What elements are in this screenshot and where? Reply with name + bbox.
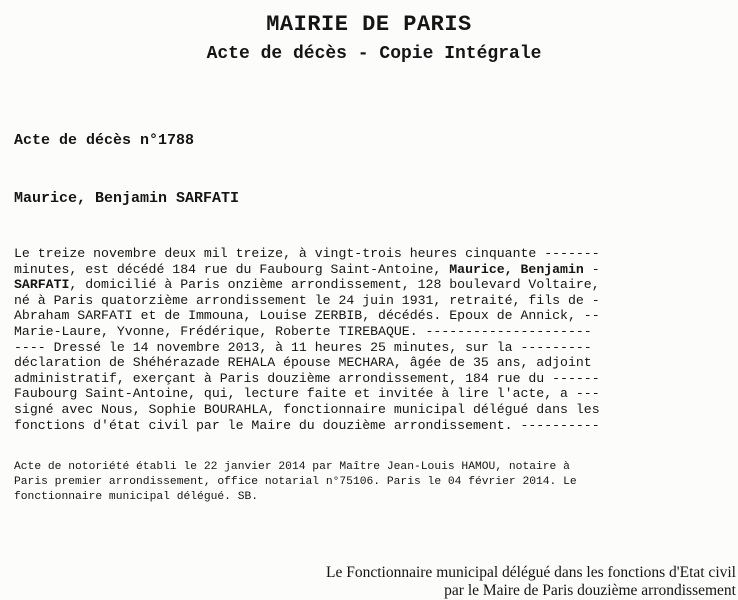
- deceased-name: Maurice, Benjamin SARFATI: [14, 190, 240, 207]
- signature-line: par le Maire de Paris douzième arrondissement: [444, 582, 736, 599]
- deceased-surname-bold: SARFATI: [14, 277, 70, 293]
- body-text-segment: minutes, est décédé 184 rue du Faubourg Saint-Antoine,: [14, 261, 450, 277]
- deceased-name-bold: Maurice, Benjamin: [449, 261, 584, 277]
- body-line: né à Paris quatorzième arrondissement le 24 juin 1931, retraité, fils de -: [14, 292, 600, 308]
- body-text-segment: , domicilié à Paris onzième arrondissement, 128 boulevard Voltaire,: [69, 277, 600, 293]
- body-line: Abraham SARFATI et de Immouna, Louise ZERBIB, décédés. Epoux de Annick, --: [14, 308, 600, 324]
- body-line: [14, 262, 704, 278]
- act-body: [14, 246, 704, 433]
- act-number-heading: Acte de décès n°1788: [14, 132, 195, 149]
- body-line: Marie-Laure, Yvonne, Frédérique, Roberte TIREBAQUE. ---------------------: [14, 323, 592, 339]
- signature-line: Le Fonctionnaire municipal délégué dans les fonctions d'Etat civil: [326, 564, 736, 581]
- body-line: fonctions d'état civil par le Maire du douzième arrondissement. ----------: [14, 417, 600, 433]
- body-line: Le treize novembre deux mil treize, à vingt-trois heures cinquante -------: [14, 246, 600, 261]
- signature-block: [326, 564, 736, 600]
- body-line: déclaration de Shéhérazade REHALA épouse MECHARA, âgée de 35 ans, adjoint: [14, 355, 592, 371]
- document-title: MAIRIE DE PARIS: [266, 12, 472, 37]
- note-line: fonctionnaire municipal délégué. SB.: [14, 491, 259, 503]
- body-line: signé avec Nous, Sophie BOURAHLA, fonctionnaire municipal délégué dans les: [14, 401, 600, 417]
- body-line: ---- Dressé le 14 novembre 2013, à 11 heures 25 minutes, sur la ---------: [14, 339, 592, 355]
- notoriety-note: [14, 460, 714, 505]
- body-line: administratif, exerçant à Paris douzième arrondissement, 184 rue du ------: [14, 370, 600, 386]
- body-line: [14, 277, 704, 293]
- document-subtitle: Acte de décès - Copie Intégrale: [206, 44, 542, 64]
- note-line: Acte de notoriété établi le 22 janvier 2014 par Maître Jean-Louis HAMOU, notaire à: [14, 461, 570, 473]
- body-text-segment: -: [583, 261, 600, 277]
- body-line: Faubourg Saint-Antoine, qui, lecture faite et invitée à lire l'acte, a ---: [14, 386, 600, 402]
- note-line: Paris premier arrondissement, office notarial n°75106. Paris le 04 février 2014. Le: [14, 476, 577, 488]
